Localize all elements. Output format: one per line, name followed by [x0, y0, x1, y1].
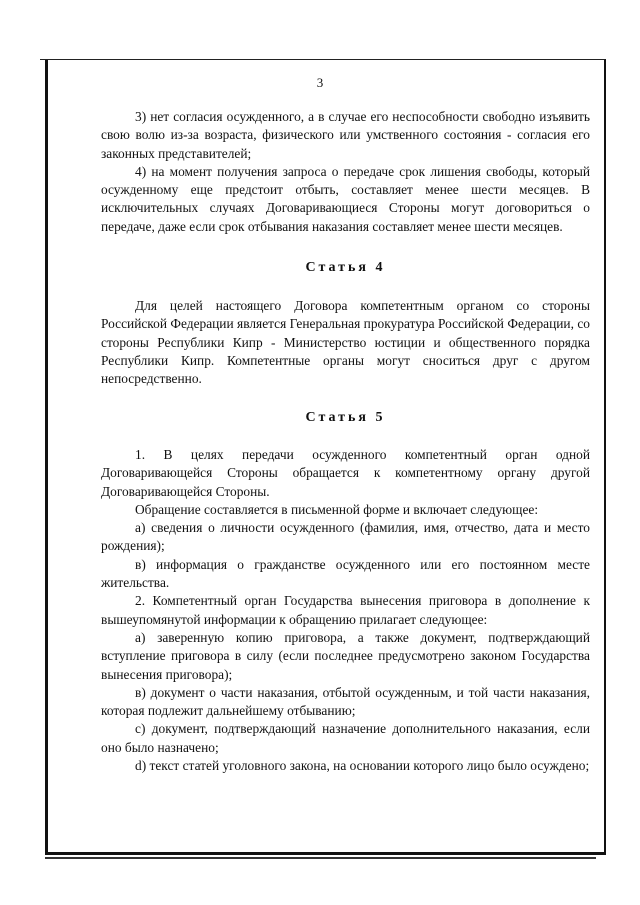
clause-4: 4) на момент получения запроса о передаче срок лишения свободы, который осужденному еще предстоит отбыть, составляет менее шести месяцев. В исключительных случаях Договаривающиеся Стороны могут договориться о передаче, даже если срок отбывания наказания составляет менее шести месяцев. [101, 163, 590, 234]
article-5-request-form: Обращение составляется в письменной форме и включает следующее: [135, 501, 539, 517]
page-number: 3 [316, 75, 324, 90]
article-4-heading: Статья 4 [305, 260, 386, 275]
article-5-point-1: 1. В целях передачи осужденного компетентный орган одной Договаривающейся Стороны обращается к компетентному органу другой Договаривающейся Стороны. [101, 447, 590, 499]
article-5-point-2: 2. Компетентный орган Государства вынесения приговора в дополнение к вышеупомянутой информации к обращению прилагает следующее: [101, 593, 590, 627]
article-5-item-a-sentence-copy: а) заверенную копию приговора, а также документ, подтверждающий вступление приговора в силу (если последнее предусмотрено законом Государства вынесения приговора); [101, 629, 590, 682]
article-5-item-v-served-part: в) документ о части наказания, отбытой осужденным, и той части наказания, которая подлежит дальнейшему отбыванию; [101, 684, 590, 719]
article-4-paragraph: Для целей настоящего Договора компетентным органом со стороны Российской Федерации является Генеральная прокуратура Российской Федерации, со стороны Республики Кипр - Министерство юстиции и общественного порядка Республики Кипр. Компетентные органы могут сноситься друг с другом непосредственно. [101, 298, 590, 387]
article-5-body [101, 446, 590, 775]
article-3-continuation [101, 108, 590, 236]
article-5-item-d-law-text: d) текст статей уголовного закона, на основании которого лицо было осуждено; [135, 758, 590, 774]
clause-3: 3) нет согласия осужденного, а в случае его неспособности свободно изъявить свою волю из-за возраста, физического или умственного состояния - согласия его законных представителей; [101, 109, 590, 161]
article-5-item-a-identity: а) сведения о личности осужденного (фамилия, имя, отчество, дата и место рождения); [101, 520, 590, 554]
article-4-body [101, 297, 590, 388]
page-border-tick [40, 59, 48, 60]
article-5-item-v-citizenship: в) информация о гражданстве осужденного или его постоянном месте жительства. [101, 556, 590, 591]
article-5-heading: Статья 5 [305, 410, 386, 425]
article-5-item-c-additional: с) документ, подтверждающий назначение дополнительного наказания, если оно было назначено; [101, 721, 590, 755]
